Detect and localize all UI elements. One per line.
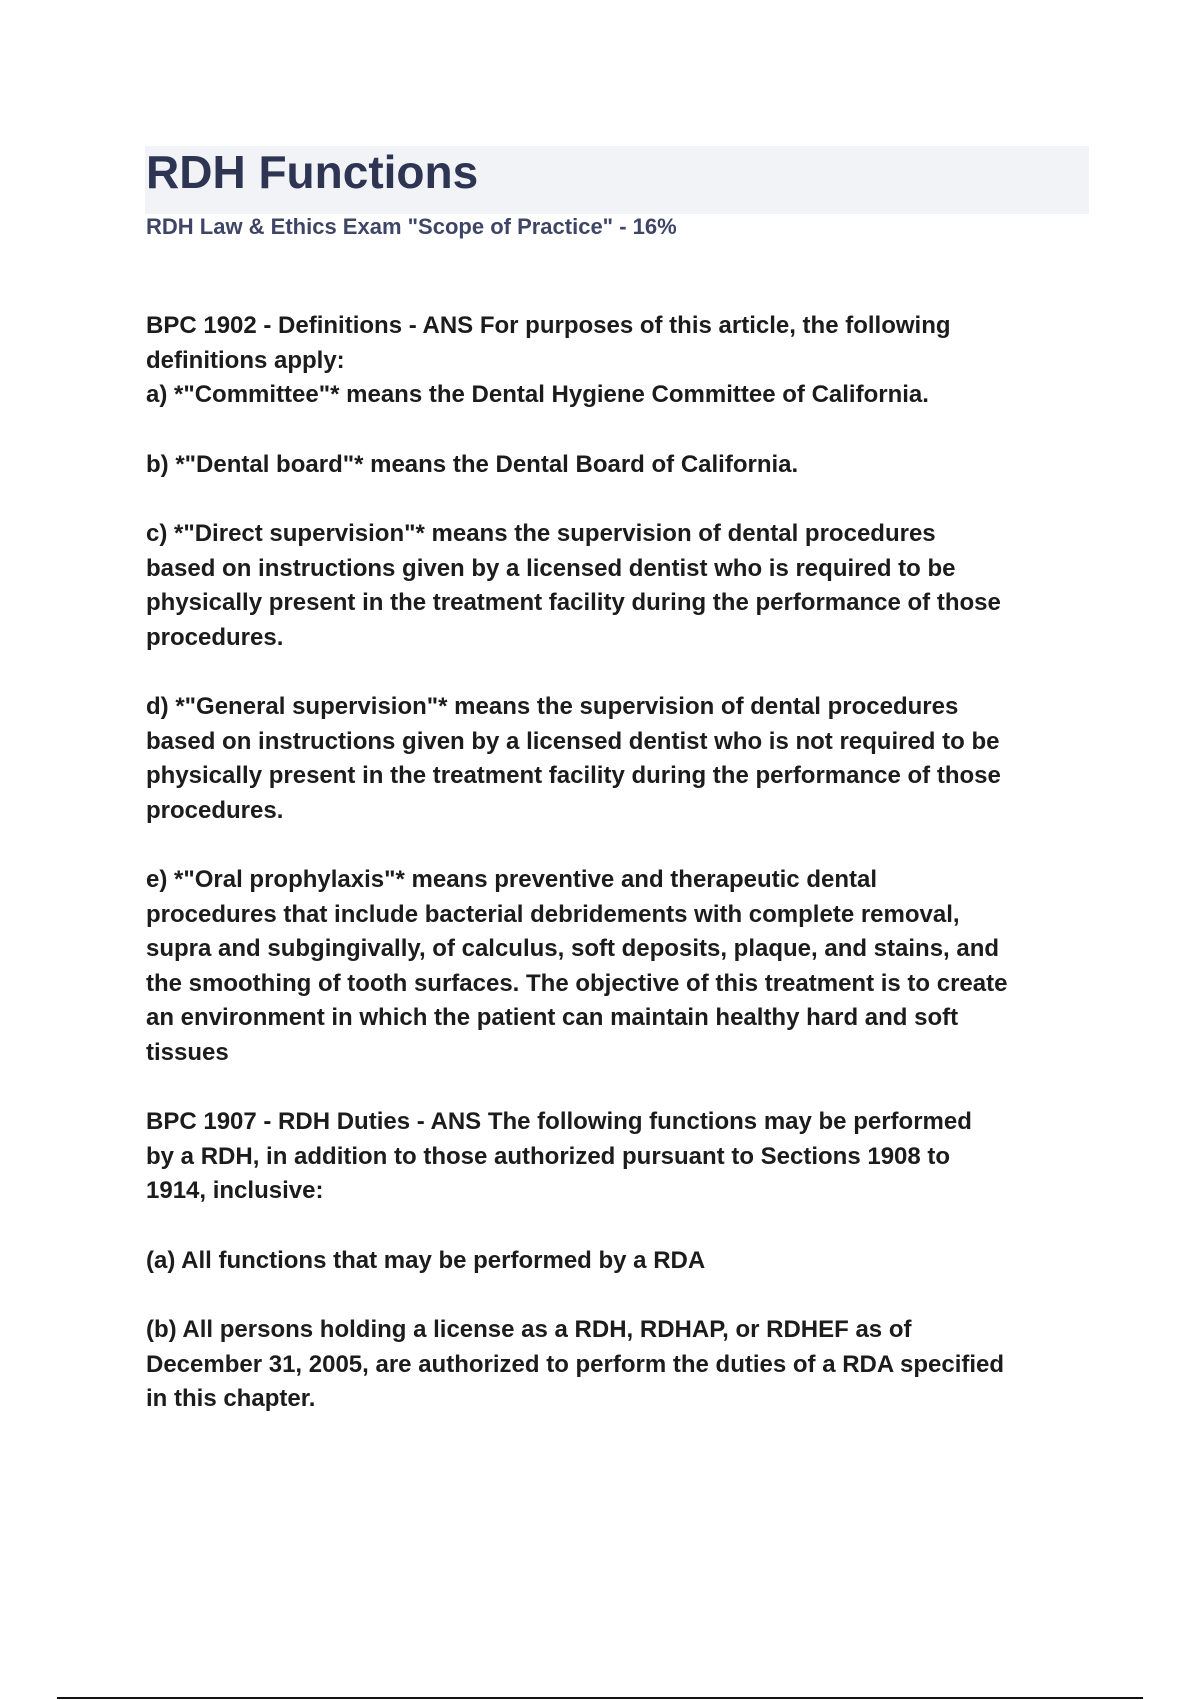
text-line: a) *"Committee"* means the Dental Hygiene Committee of California. [146, 381, 929, 408]
text-line: e) *"Oral prophylaxis"* means preventive and therapeutic dental [146, 866, 877, 893]
duty-item-b [146, 1313, 1096, 1417]
text-line: (b) All persons holding a license as a RDH, RDHAP, or RDHEF as of [146, 1316, 912, 1343]
definition-direct-supervision [146, 517, 1096, 655]
text-line: physically present in the treatment facility during the performance of those [146, 589, 1001, 616]
text-line: tissues [146, 1038, 229, 1066]
page-bottom-divider [57, 1697, 1143, 1699]
text-line: 1914, inclusive: [146, 1177, 324, 1204]
text-line: BPC 1902 - Definitions - ANS For purposes of this article, the following [146, 312, 951, 339]
definition-general-supervision [146, 690, 1096, 828]
text-line: procedures. [146, 623, 284, 651]
document-body [146, 309, 1096, 1417]
text-line: an environment in which the patient can maintain healthy hard and soft [146, 1004, 959, 1031]
text-line: procedures that include bacterial debridements with complete removal, [146, 900, 960, 928]
text-line: based on instructions given by a licensed dentist who is required to be [146, 554, 956, 582]
text-line: definitions apply: [146, 346, 345, 374]
text-line: supra and subgingivally, of calculus, soft deposits, plaque, and stains, and [146, 935, 1000, 962]
text-line: the smoothing of tooth surfaces. The objective of this treatment is to create [146, 969, 1008, 997]
document-subtitle: RDH Law & Ethics Exam "Scope of Practice" - 16% [146, 214, 677, 239]
text-line: physically present in the treatment facility during the performance of those [146, 762, 1001, 789]
duty-item-a [146, 1244, 1096, 1279]
document-title: RDH Functions [146, 146, 479, 198]
text-line: d) *"General supervision"* means the supervision of dental procedures [146, 693, 959, 720]
text-line: December 31, 2005, are authorized to perform the duties of a RDA specified [146, 1350, 1005, 1378]
text-line: b) *"Dental board"* means the Dental Board of California. [146, 450, 799, 478]
text-line: (a) All functions that may be performed by a RDA [146, 1246, 706, 1274]
definition-oral-prophylaxis [146, 863, 1096, 1070]
text-line: BPC 1907 - RDH Duties - ANS The following functions may be performed [146, 1108, 972, 1135]
rdh-duties-bpc-1907 [146, 1105, 1096, 1209]
text-line: in this chapter. [146, 1385, 316, 1412]
text-line: based on instructions given by a licensed dentist who is not required to be [146, 727, 1000, 755]
definition-bpc-1902 [146, 309, 1096, 413]
text-line: by a RDH, in addition to those authorized pursuant to Sections 1908 to [146, 1142, 951, 1170]
text-line: procedures. [146, 796, 284, 824]
definition-dental-board [146, 448, 1096, 483]
text-line: c) *"Direct supervision"* means the supervision of dental procedures [146, 520, 936, 547]
